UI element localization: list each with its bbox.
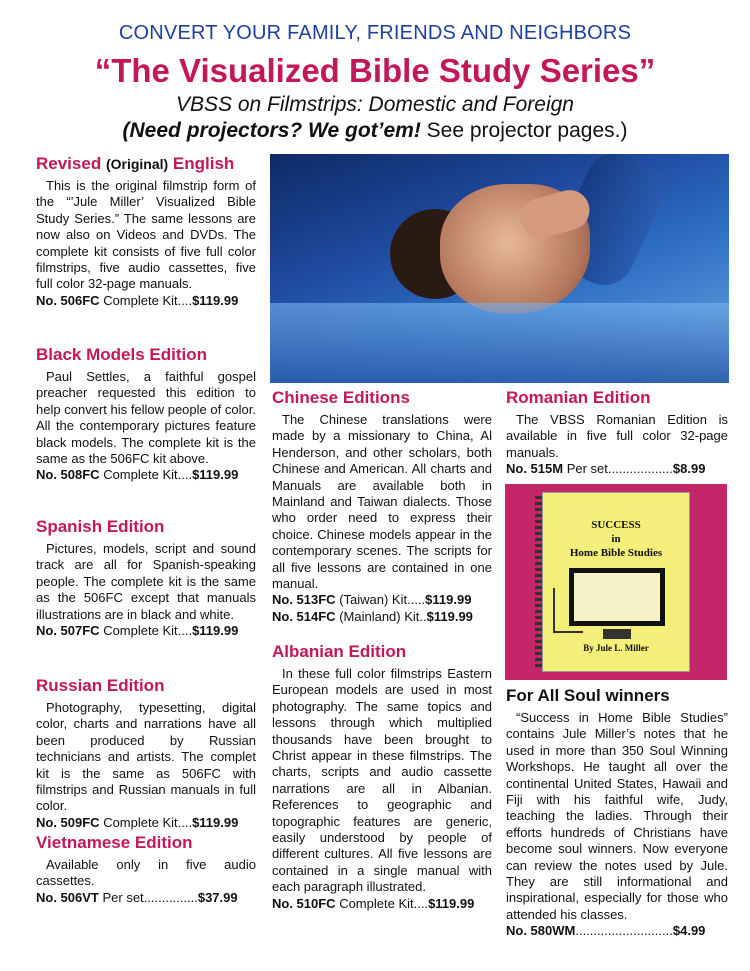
baptism-photo <box>270 154 729 383</box>
section-soul-winners <box>506 686 728 940</box>
section-title: Chinese Editions <box>272 388 410 407</box>
section-spanish <box>36 517 256 639</box>
section-title: Revised (Original) English <box>36 154 235 173</box>
section-body: This is the original filmstrip form of the “’Jule Miller’ Visualized Bible Study Series.” The same lessons are now also on Videos and DVDs. The complete kit consists of five full color filmstrips, five audio cassettes, five full color 32-page manuals. <box>36 178 256 292</box>
order-line: No. 508FC Complete Kit....$119.99 <box>36 467 239 483</box>
order-line: No. 509FC Complete Kit....$119.99 <box>36 814 239 830</box>
book-title-line1: SUCCESS <box>591 519 641 531</box>
section-russian <box>36 676 256 831</box>
section-chinese <box>272 388 492 625</box>
section-title: Vietnamese Edition <box>36 833 193 852</box>
order-line: No. 515M Per set..................$8.99 <box>506 461 706 477</box>
section-body: Paul Settles, a faithful gospel preacher requested this edition to help convert his fellow people of color. All the contemporary pictures feature black models. The complete kit is the same as the 506FC kit above. <box>36 369 256 467</box>
book-cover-image <box>505 484 727 680</box>
section-black-models <box>36 345 256 484</box>
section-body: The VBSS Romanian Edition is available in five full color 32-page manuals. <box>506 412 728 460</box>
page-title: “The Visualized Bible Study Series” <box>94 52 656 89</box>
section-title: Russian Edition <box>36 676 165 695</box>
order-line: No. 580WM...........................$4.99 <box>506 923 706 939</box>
section-title: Spanish Edition <box>36 517 165 536</box>
section-revised-english <box>36 154 256 309</box>
book-title-line2: in <box>611 533 621 545</box>
order-line: No. 510FC Complete Kit....$119.99 <box>272 895 475 911</box>
section-title: Black Models Edition <box>36 345 207 364</box>
section-body: Available only in five audio cassettes. <box>36 857 256 889</box>
section-romanian <box>506 388 728 478</box>
order-line: No. 514FC (Mainland) Kit..$119.99 <box>272 608 473 624</box>
order-line: No. 506FC Complete Kit....$119.99 <box>36 292 239 308</box>
section-title: Albanian Edition <box>272 642 407 661</box>
header-tagline: CONVERT YOUR FAMILY, FRIENDS AND NEIGHBORS <box>118 22 632 44</box>
book-title-line3: Home Bible Studies <box>569 547 663 559</box>
section-vietnamese <box>36 833 256 906</box>
section-title: For All Soul winners <box>506 686 670 705</box>
section-body: Photography, typesetting, digital color, charts and narrations have all been produced by Russian technicians and artists. The complet kit is the same as 506FC with filmstrips and Russian manuals in full color. <box>36 700 256 814</box>
section-title: Romanian Edition <box>506 388 651 407</box>
book-author: By Jule L. Miller <box>583 643 649 653</box>
section-body: “Success in Home Bible Studies” contains Jule Miller’s notes that he used in more than 350 Soul Winning Workshops. He taught all over the continental United States, Hawaii and Fiji with his faithful wife, Judy, teaching the ladies. Through their efforts hundreds of Christians have become soul winners. Now everyone can review the notes used by Jule. They are still informational and inspirational, especially for those who attended his classes. <box>506 710 728 922</box>
order-line: No. 506VT Per set...............$37.99 <box>36 889 238 905</box>
section-albanian <box>272 642 492 912</box>
projector-question: (Need projectors? We got’em! <box>122 119 421 142</box>
projector-illustration <box>603 629 631 639</box>
order-line: No. 507FC Complete Kit....$119.99 <box>36 623 239 639</box>
manual-cover <box>542 492 690 672</box>
section-body: The Chinese translations were made by a missionary to China, Al Henderson, and other scholars, both Chinese and American. All charts and Manuals are available both in Mainland and Taiwan dialects. Those who order need to express their choice. Chinese models appear in the contemporary scenes. The scripts for all five lessons are contained in one manual. <box>272 412 492 592</box>
order-line: No. 513FC (Taiwan) Kit.....$119.99 <box>272 592 472 608</box>
projector-pages-link[interactable]: See projector pages.) <box>420 119 628 142</box>
projector-screen-illustration <box>569 568 665 626</box>
section-body: Pictures, models, script and sound track are all for Spanish-speaking people. The complete kit is the same as the 506FC except that manuals illustrations are in black and white. <box>36 541 256 622</box>
projector-note <box>0 119 750 143</box>
page-subtitle: VBSS on Filmstrips: Domestic and Foreign <box>176 93 574 116</box>
section-body: In these full color filmstrips Eastern European models are used in most photography. The same topics and lessons through which multiplied thousands have been brought to Christ appear in these filmstrips. The charts, scripts and audio cassette narrations are all in Albanian. References to geographic and topographic features are generic, easily understood by people of different cultures. All five lessons are contained in a single manual with each paragraph illustrated. <box>272 666 492 895</box>
